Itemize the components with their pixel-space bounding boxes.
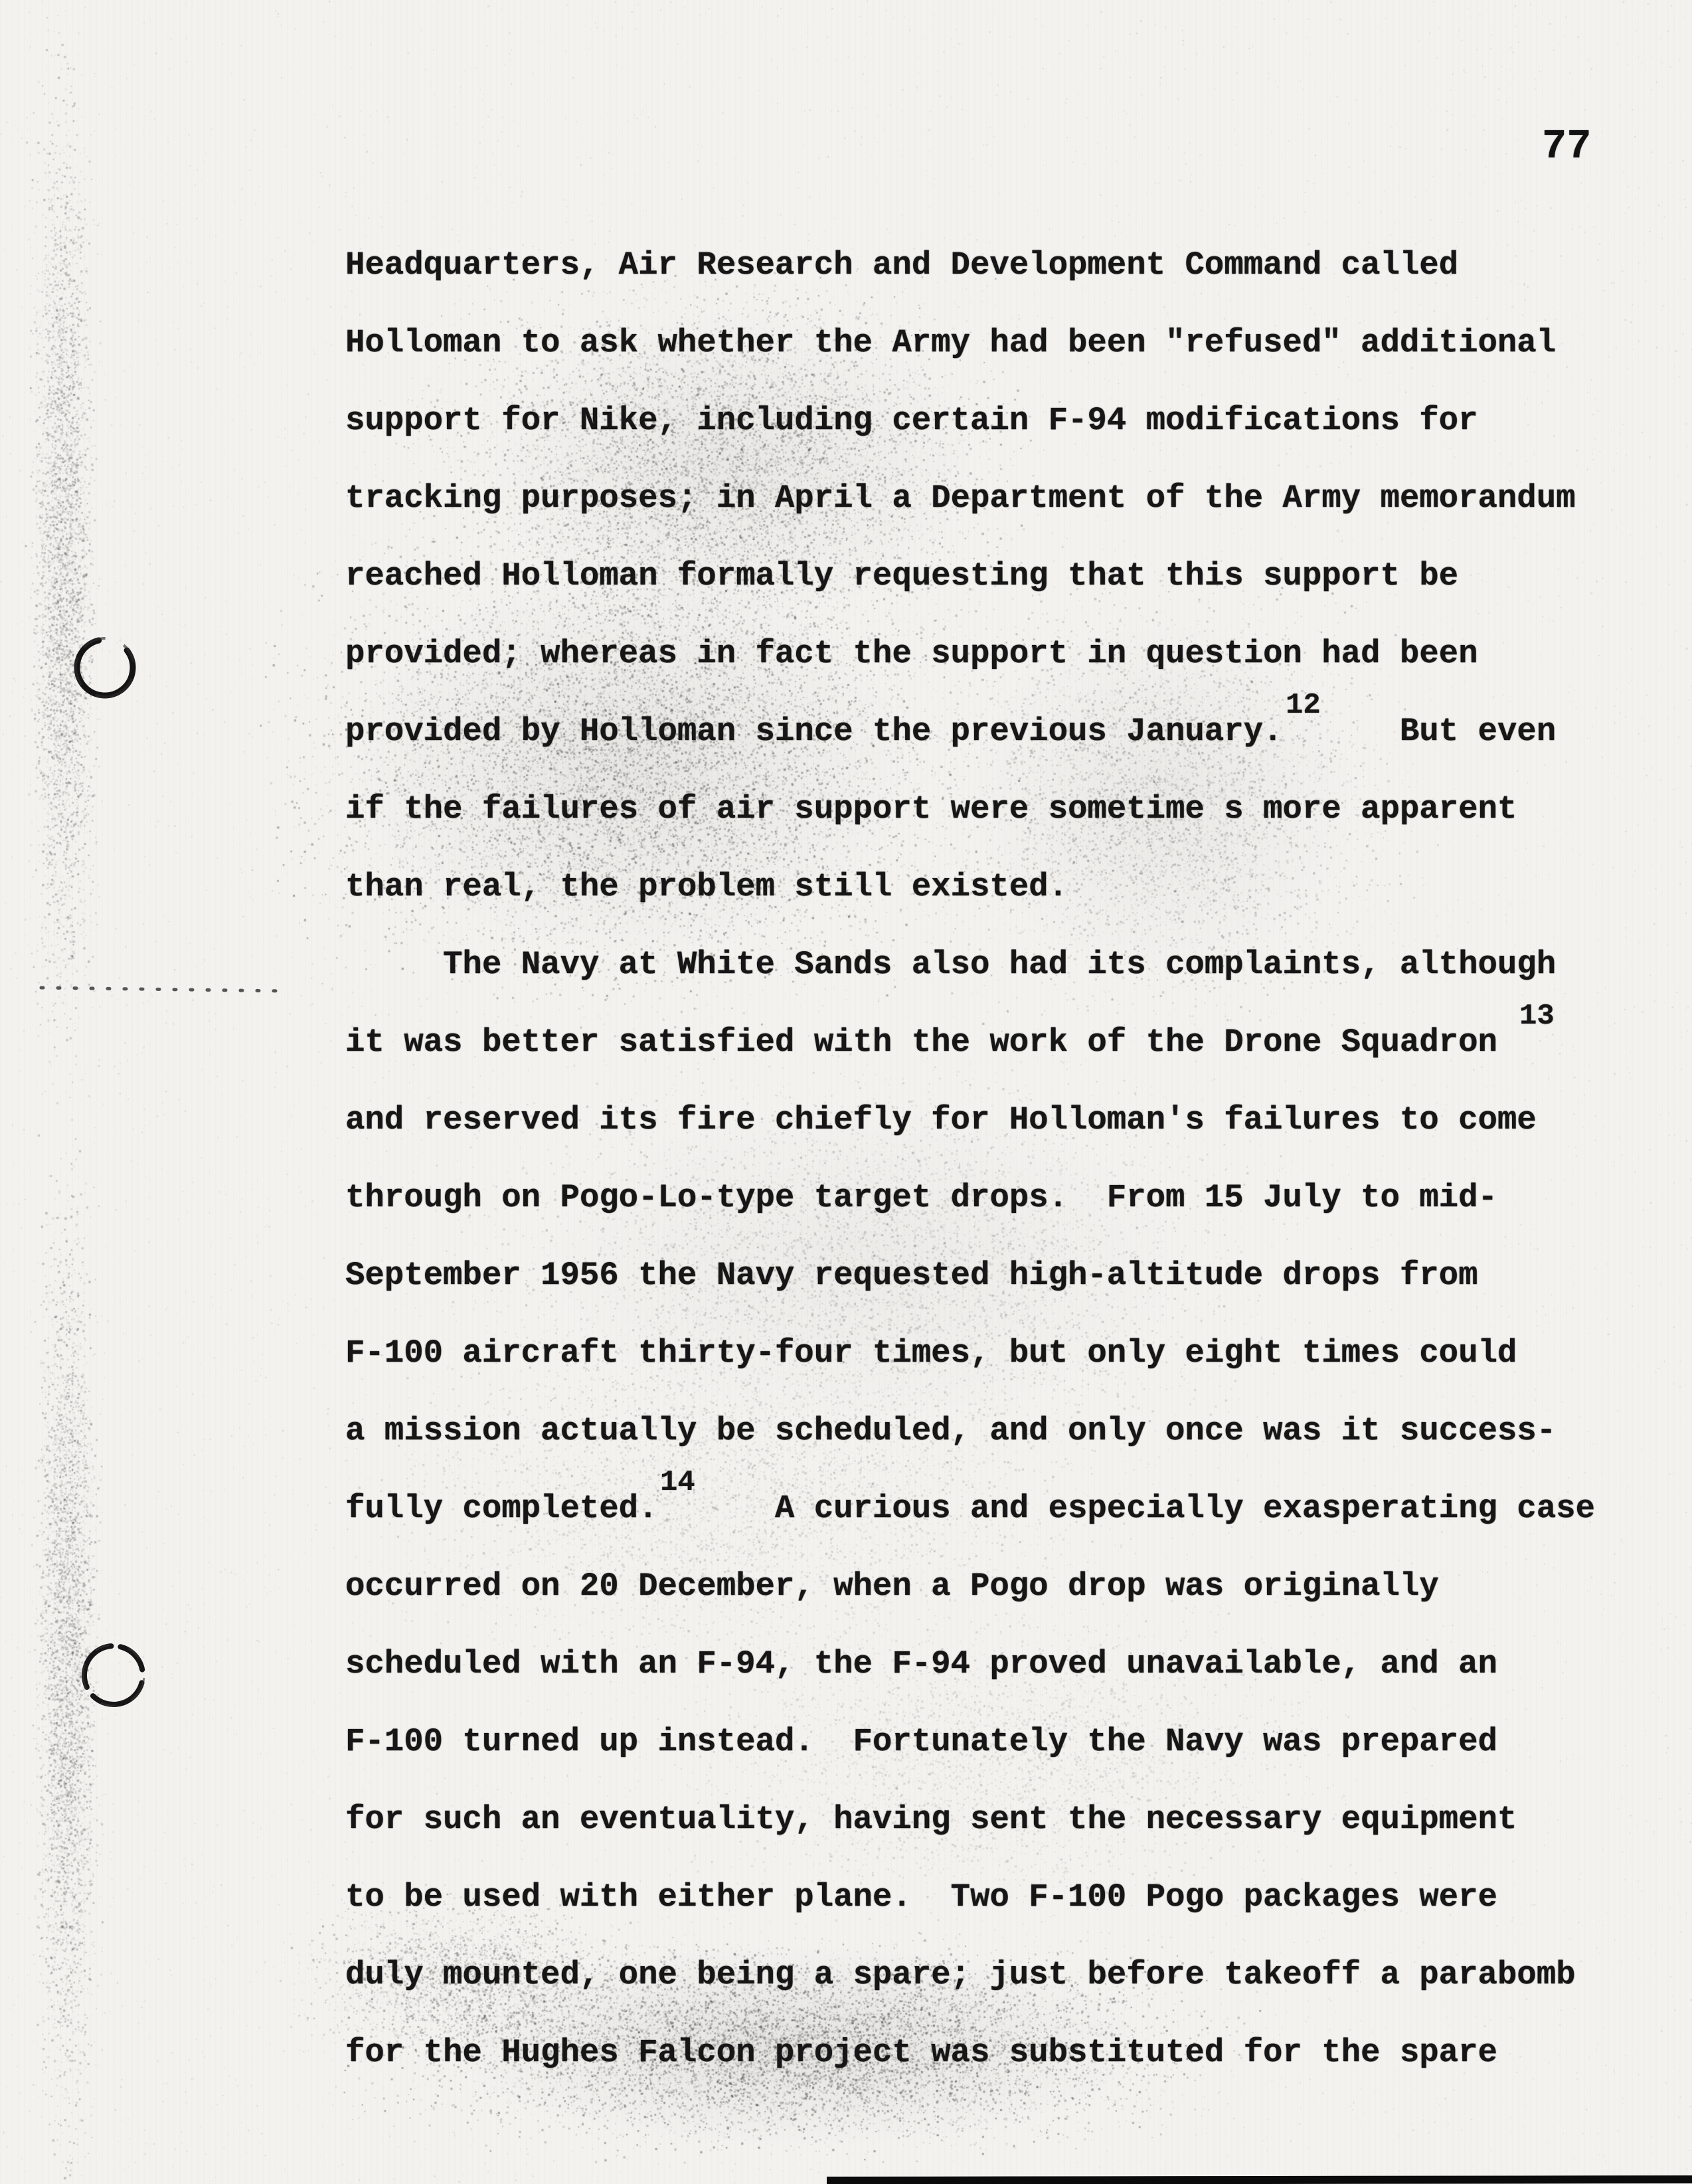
hole-punch-ring-bottom	[72, 1633, 155, 1717]
typed-line: to be used with either plane. Two F-100 Pogo packages were	[345, 1878, 1497, 1916]
typed-line: Headquarters, Air Research and Development Command called	[345, 246, 1459, 284]
typed-line: scheduled with an F-94, the F-94 proved unavailable, and an	[345, 1645, 1497, 1683]
typed-line: occurred on 20 December, when a Pogo drop was originally	[345, 1568, 1439, 1605]
scan-edge-bar	[827, 2175, 1692, 2184]
typed-line: for the Hughes Falcon project was substituted for the spare	[345, 2034, 1497, 2071]
typed-line: a mission actually be scheduled, and only once was it success-	[345, 1412, 1557, 1449]
typed-line: provided by Holloman since the previous January. But even	[345, 713, 1557, 750]
typed-line: through on Pogo-Lo-type target drops. From 15 July to mid-	[345, 1179, 1497, 1216]
typed-line: for such an eventuality, having sent the necessary equipment	[345, 1801, 1517, 1838]
footnote-ref-12: 12	[1286, 689, 1321, 722]
typed-line: duly mounted, one being a spare; just before takeoff a parabomb	[345, 1956, 1576, 1993]
footnote-ref-14: 14	[660, 1466, 695, 1499]
typed-line: F-100 turned up instead. Fortunately the Navy was prepared	[345, 1723, 1497, 1760]
typed-line: than real, the problem still existed.	[345, 868, 1068, 905]
typed-line: Holloman to ask whether the Army had been "refused" additional	[345, 324, 1557, 361]
footnote-ref-13: 13	[1519, 1000, 1555, 1033]
typed-text-block	[345, 227, 1595, 2092]
typed-line: provided; whereas in fact the support in question had been	[345, 635, 1478, 672]
typed-line: if the failures of air support were sometime s more apparent	[345, 790, 1517, 828]
typed-line: tracking purposes; in April a Department of the Army memorandum	[345, 480, 1576, 517]
typed-line: reached Holloman formally requesting that this support be	[345, 557, 1459, 594]
typed-line: fully completed. A curious and especially exasperating case	[345, 1490, 1595, 1527]
typed-line: The Navy at White Sands also had its complaints, although	[345, 946, 1557, 983]
typed-line: September 1956 the Navy requested high-altitude drops from	[345, 1257, 1478, 1294]
typed-line: F-100 aircraft thirty-four times, but only eight times could	[345, 1334, 1517, 1372]
dotted-smudge-trail	[41, 988, 286, 991]
typed-line: and reserved its fire chiefly for Holloman's failures to come	[345, 1101, 1537, 1138]
page-number: 77	[1542, 123, 1592, 170]
typed-line: it was better satisfied with the work of the Drone Squadron	[345, 1024, 1497, 1061]
typed-line: support for Nike, including certain F-94 modifications for	[345, 402, 1478, 439]
hole-punch-ring-top	[66, 628, 144, 707]
